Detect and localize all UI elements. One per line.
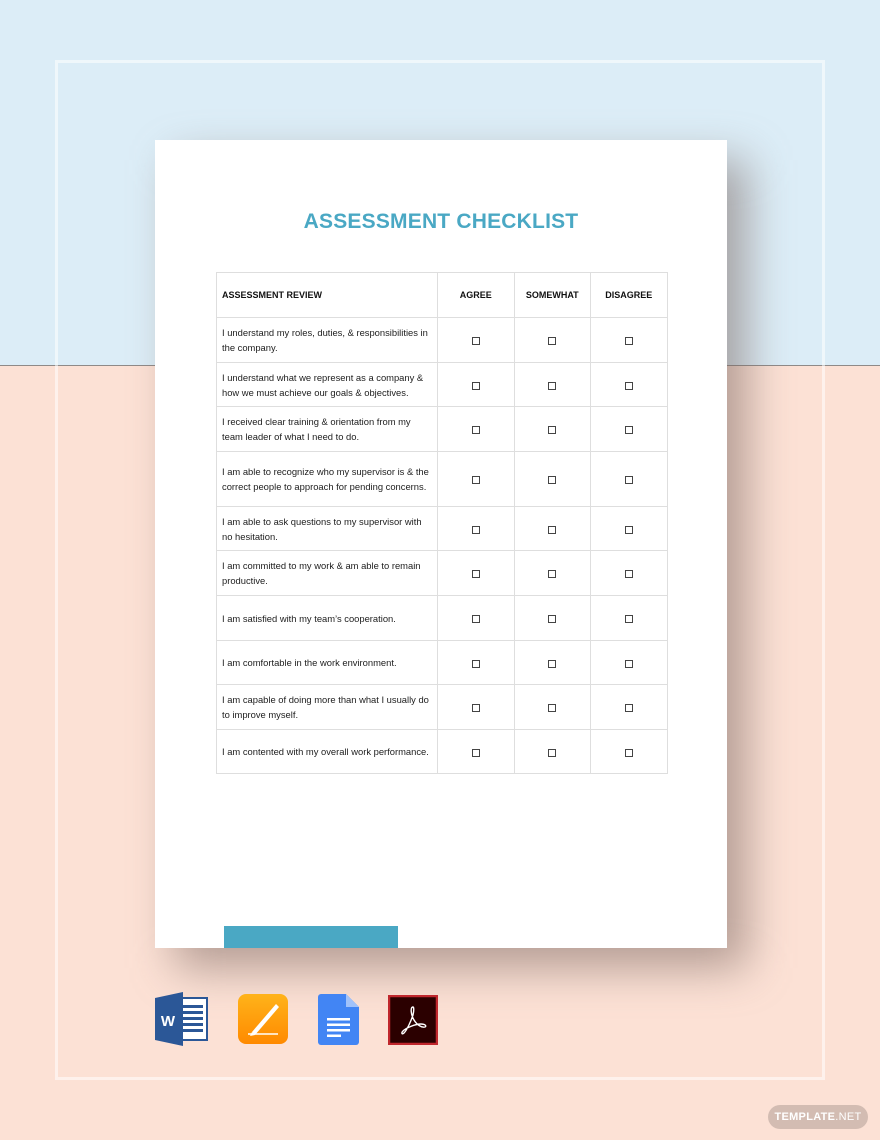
- header-agree: AGREE: [438, 273, 515, 318]
- agree-checkbox[interactable]: [472, 337, 480, 345]
- header-disagree: DISAGREE: [591, 273, 668, 318]
- header-assessment-review: ASSESSMENT REVIEW: [217, 273, 438, 318]
- microsoft-word-icon[interactable]: [155, 992, 209, 1046]
- disagree-checkbox[interactable]: [625, 337, 633, 345]
- disagree-checkbox[interactable]: [625, 382, 633, 390]
- table-row: [217, 452, 668, 507]
- disagree-checkbox[interactable]: [625, 749, 633, 757]
- document-preview: [155, 140, 727, 948]
- statement-cell: I am comfortable in the work environment.: [217, 641, 438, 685]
- statement-cell: I received clear training & orientation from my team leader of what I need to do.: [217, 407, 438, 452]
- somewhat-checkbox[interactable]: [548, 426, 556, 434]
- statement-cell: I understand what we represent as a company & how we must achieve our goals & objectives.: [217, 363, 438, 407]
- apple-pages-icon[interactable]: [238, 994, 292, 1048]
- agree-checkbox[interactable]: [472, 615, 480, 623]
- somewhat-checkbox[interactable]: [548, 382, 556, 390]
- disagree-checkbox[interactable]: [625, 660, 633, 668]
- table-row: [217, 685, 668, 730]
- disagree-checkbox[interactable]: [625, 570, 633, 578]
- agree-cell: [438, 551, 515, 596]
- table-row: [217, 596, 668, 641]
- somewhat-checkbox[interactable]: [548, 570, 556, 578]
- agree-checkbox[interactable]: [472, 476, 480, 484]
- somewhat-cell: [514, 507, 591, 551]
- disagree-checkbox[interactable]: [625, 704, 633, 712]
- disagree-cell: [591, 407, 668, 452]
- statement-cell: I am able to ask questions to my supervisor with no hesitation.: [217, 507, 438, 551]
- somewhat-cell: [514, 318, 591, 363]
- disagree-checkbox[interactable]: [625, 426, 633, 434]
- disagree-cell: [591, 730, 668, 774]
- agree-cell: [438, 363, 515, 407]
- statement-cell: I am capable of doing more than what I usually do to improve myself.: [217, 685, 438, 730]
- agree-checkbox[interactable]: [472, 382, 480, 390]
- somewhat-checkbox[interactable]: [548, 615, 556, 623]
- somewhat-cell: [514, 452, 591, 507]
- disagree-cell: [591, 551, 668, 596]
- agree-checkbox[interactable]: [472, 570, 480, 578]
- agree-cell: [438, 407, 515, 452]
- agree-checkbox[interactable]: [472, 660, 480, 668]
- document-title: ASSESSMENT CHECKLIST: [303, 210, 579, 233]
- statement-cell: I am satisfied with my team’s cooperation.: [217, 596, 438, 641]
- disagree-cell: [591, 685, 668, 730]
- agree-cell: [438, 596, 515, 641]
- table-row: [217, 407, 668, 452]
- somewhat-checkbox[interactable]: [548, 749, 556, 757]
- somewhat-cell: [514, 685, 591, 730]
- adobe-pdf-icon[interactable]: [388, 995, 442, 1049]
- disagree-cell: [591, 596, 668, 641]
- footer-accent-bar: [224, 926, 398, 948]
- somewhat-checkbox[interactable]: [548, 526, 556, 534]
- agree-cell: [438, 507, 515, 551]
- somewhat-cell: [514, 641, 591, 685]
- disagree-cell: [591, 641, 668, 685]
- agree-cell: [438, 452, 515, 507]
- somewhat-checkbox[interactable]: [548, 704, 556, 712]
- somewhat-checkbox[interactable]: [548, 476, 556, 484]
- statement-cell: I am committed to my work & am able to remain productive.: [217, 551, 438, 596]
- agree-checkbox[interactable]: [472, 526, 480, 534]
- statement-cell: I am contented with my overall work performance.: [217, 730, 438, 774]
- statement-cell: I understand my roles, duties, & responsibilities in the company.: [217, 318, 438, 363]
- table-header-row: [217, 273, 668, 318]
- statement-cell: I am able to recognize who my supervisor is & the correct people to approach for pending concerns.: [217, 452, 438, 507]
- watermark-light-text: .NET: [835, 1111, 862, 1123]
- somewhat-checkbox[interactable]: [548, 660, 556, 668]
- disagree-cell: [591, 363, 668, 407]
- somewhat-cell: [514, 363, 591, 407]
- svg-text:W: W: [160, 1013, 176, 1030]
- disagree-cell: [591, 452, 668, 507]
- agree-checkbox[interactable]: [472, 704, 480, 712]
- agree-cell: [438, 685, 515, 730]
- disagree-cell: [591, 318, 668, 363]
- table-row: [217, 730, 668, 774]
- disagree-cell: [591, 507, 668, 551]
- agree-cell: [438, 641, 515, 685]
- table-row: [217, 363, 668, 407]
- disagree-checkbox[interactable]: [625, 615, 633, 623]
- agree-checkbox[interactable]: [472, 749, 480, 757]
- somewhat-cell: [514, 596, 591, 641]
- disagree-checkbox[interactable]: [625, 476, 633, 484]
- disagree-checkbox[interactable]: [625, 526, 633, 534]
- template-net-watermark: [768, 1105, 868, 1129]
- agree-cell: [438, 318, 515, 363]
- table-row: [217, 507, 668, 551]
- watermark-bold-text: TEMPLATE: [774, 1111, 836, 1123]
- table-body: [217, 318, 668, 774]
- header-somewhat: SOMEWHAT: [514, 273, 591, 318]
- agree-checkbox[interactable]: [472, 426, 480, 434]
- assessment-table: [216, 272, 668, 774]
- format-icons: [155, 992, 455, 1046]
- somewhat-checkbox[interactable]: [548, 337, 556, 345]
- google-docs-icon[interactable]: [318, 994, 372, 1048]
- somewhat-cell: [514, 407, 591, 452]
- somewhat-cell: [514, 551, 591, 596]
- table-row: [217, 318, 668, 363]
- table-row: [217, 551, 668, 596]
- agree-cell: [438, 730, 515, 774]
- somewhat-cell: [514, 730, 591, 774]
- table-row: [217, 641, 668, 685]
